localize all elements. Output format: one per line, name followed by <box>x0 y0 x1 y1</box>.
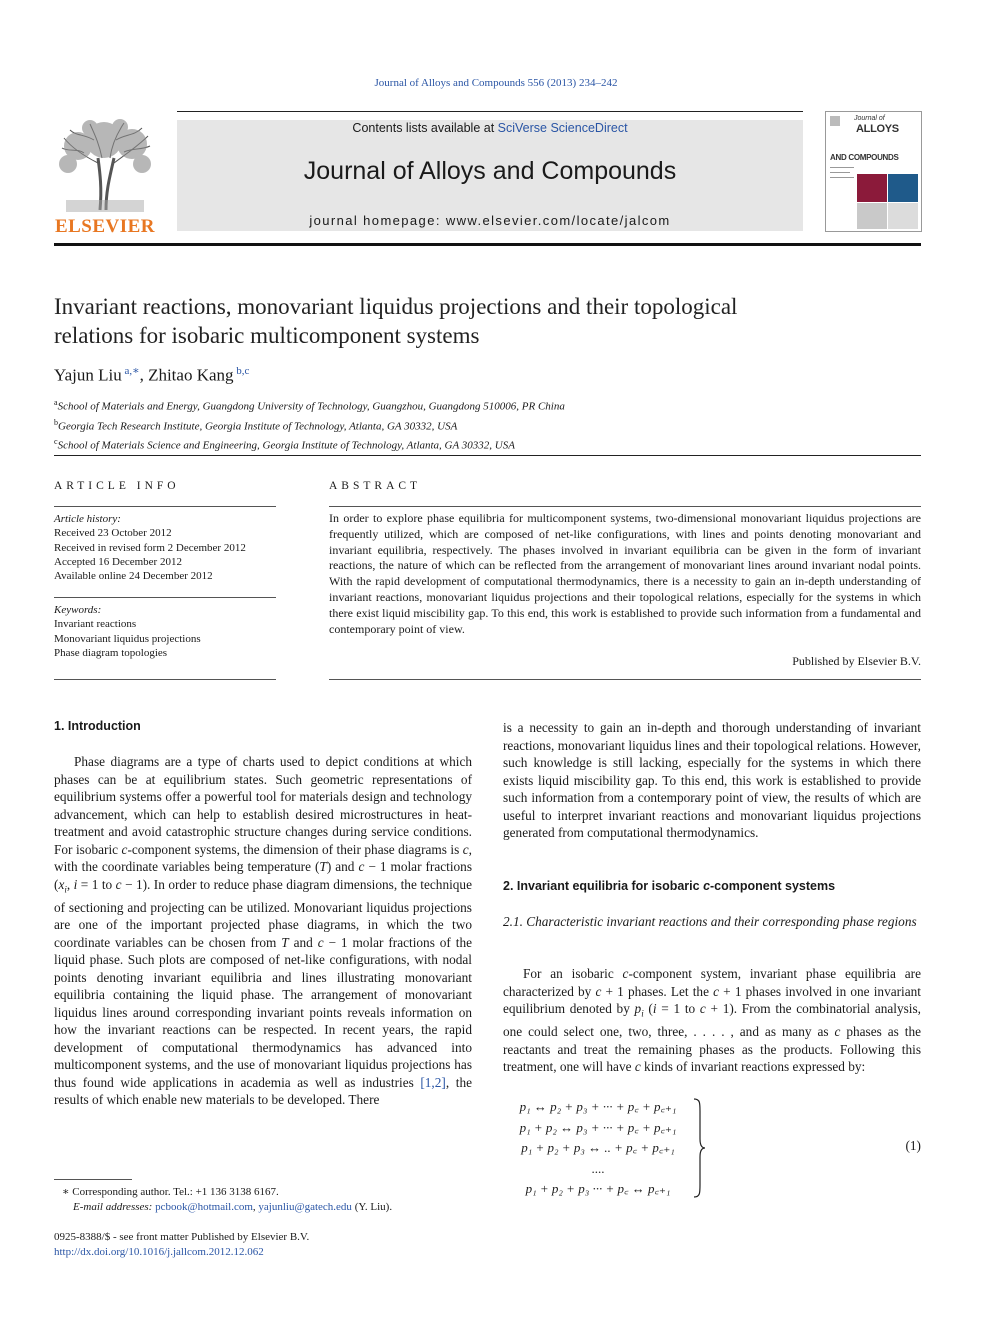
citation-link[interactable]: [1,2] <box>420 1074 446 1090</box>
affiliation-sup: a <box>54 398 58 407</box>
doi-link[interactable]: http://dx.doi.org/10.1016/j.jallcom.2012.12.062 <box>54 1246 264 1258</box>
text-run: -component system, invariant phase equilibria are characterized by <box>503 966 921 999</box>
email-link[interactable]: pcbook@hotmail.com <box>155 1201 253 1213</box>
text-run: , the results of which enable new materials to be developed. There <box>54 1074 472 1108</box>
right-column-paragraph: is a necessity to gain an in-depth and thorough understanding of invariant reactions, monovariant liquidus lines and their topological relations. However, such knowledge is still lacking, especially for the systems in which there exists liquid miscibility gap. To this end, this work is established to provide such information from a contemporary point of view, the results of which are useful to interpret invariant reactions and monovariant liquidus projections generated from computational thermodynamics. <box>503 720 921 840</box>
equation-number: (1) <box>905 1138 921 1153</box>
text-run: , <box>252 1201 259 1213</box>
author-name: Zhitao Kang <box>148 365 234 385</box>
issn-line: 0925-8388/$ - see front matter Published by Elsevier B.V. <box>54 1231 310 1243</box>
affiliation-text: Georgia Tech Research Institute, Georgia Institute of Technology, Atlanta, GA 30332, USA <box>58 420 458 433</box>
text-run: Phase diagrams are a type of charts used to depict conditions at which phases can be at equilibrium states. Such geometric representations of equilibrium systems offer a powerful tool for materials design and technology advancement, which can help to establish desired microstructures in heat-treatment and avoid catastrophic structure changes during service conditions. For isobaric <box>54 754 472 857</box>
math-var: c <box>121 841 128 857</box>
text-run: phases as the reactants and treat the remaining phases as the products. Following this treatment, one will have <box>503 1024 921 1075</box>
section-2-1-paragraph <box>503 965 921 1076</box>
affiliation-sup: c <box>54 437 58 447</box>
math-var: c <box>115 876 122 892</box>
journal-citation[interactable]: Journal of Alloys and Compounds 556 (2013) 234–242 <box>374 77 618 89</box>
history-item: Available online 24 December 2012 <box>54 570 213 583</box>
author-separator: , <box>139 365 149 385</box>
text-run: = 1 to <box>77 876 116 892</box>
homepage-url[interactable]: www.elsevier.com/locate/jalcom <box>445 213 671 228</box>
math-var: c <box>358 859 365 874</box>
equation-line: p₁ ↔ p₂ + p₃ + ··· + p꜀ + p꜀₊₁ <box>519 1099 677 1114</box>
journal-banner <box>177 120 803 231</box>
cover-logo-icon <box>830 116 840 126</box>
text-run: ( <box>643 1001 653 1016</box>
keywords-label: Keywords: <box>54 604 102 616</box>
math-var: p <box>634 1001 642 1016</box>
math-var: c <box>703 879 711 893</box>
math-sub: i <box>64 884 67 895</box>
article-info-rule <box>54 506 276 507</box>
article-title-line-1: Invariant reactions, monovariant liquidus projections and their topological <box>54 294 738 319</box>
text-run: and <box>288 934 318 950</box>
text-run: (Y. Liu). <box>351 1201 393 1213</box>
math-var: c <box>317 934 324 950</box>
article-title-line-2: relations for isobaric multicomponent systems <box>54 323 480 348</box>
text-run: + 1 phases involved in one invariant equilibrium denoted by <box>503 983 921 1016</box>
contents-line <box>177 121 803 135</box>
math-var: i <box>73 876 78 892</box>
front-matter <box>54 1230 309 1260</box>
text-run: − 1). In order to reduce phase diagram dimensions, the technique of sectioning and projecting can be utilized. Monovariant liquidus projections are one of the important projected phase diagrams, in which the two coordinate variables can be chosen from <box>54 876 472 950</box>
homepage-prefix: journal homepage: <box>309 213 446 228</box>
text-run: 2. Invariant equilibria for isobaric <box>503 879 704 893</box>
history-item: Received in revised form 2 December 2012 <box>54 541 246 554</box>
affiliation-text: School of Materials and Energy, Guangdong University of Technology, Guangzhou, Guangdong 510006, PR China <box>57 400 565 413</box>
article-title <box>54 292 924 350</box>
section-heading-2 <box>503 879 835 893</box>
elsevier-wordmark: ELSEVIER <box>54 216 156 237</box>
journal-cover-thumbnail[interactable] <box>825 111 922 232</box>
text-run: − 1 molar fractions ( <box>54 859 473 892</box>
cover-text-line <box>830 167 854 168</box>
journal-name: Journal of Alloys and Compounds <box>303 157 677 185</box>
text-run: , <box>66 876 74 892</box>
equation-line: p₁ + p₂ + p₃ ··· + p꜀ ↔ p꜀₊₁ <box>525 1181 671 1196</box>
homepage-line <box>177 213 803 228</box>
cover-gray-block <box>857 203 887 229</box>
published-by: Published by Elsevier B.V. <box>792 654 921 668</box>
text-run: ) and <box>326 859 359 874</box>
email-link[interactable]: yajunliu@gatech.edu <box>258 1201 352 1213</box>
header-rule-thick <box>54 243 921 246</box>
affiliation-rule <box>54 455 921 456</box>
affiliation <box>54 415 924 435</box>
text-run: + 1 phases. Let the <box>601 983 714 999</box>
header-rule-top <box>177 111 803 112</box>
keyword: Monovariant liquidus projections <box>54 632 201 645</box>
intro-paragraph <box>54 753 472 1109</box>
author-affiliation-marker[interactable]: b,c <box>233 365 250 377</box>
math-var: c <box>462 841 469 857</box>
abstract-rule <box>329 506 921 507</box>
equation-line: p₁ + p₂ + p₃ ↔ .. + p꜀ + p꜀₊₁ <box>521 1140 675 1155</box>
affiliation-sup: b <box>54 417 58 427</box>
elsevier-logo <box>54 118 156 237</box>
keyword: Phase diagram topologies <box>54 646 168 659</box>
cover-text-line <box>830 177 854 178</box>
text-run: -component systems <box>710 879 836 893</box>
math-var: c <box>713 983 720 999</box>
email-note <box>62 1200 392 1215</box>
equation-line: .... <box>591 1160 605 1176</box>
cover-red-block <box>857 174 887 202</box>
text-run: kinds of invariant reactions expressed by: <box>640 1059 866 1075</box>
contents-prefix: Contents lists available at <box>352 121 498 135</box>
text-run: + 1). From the combinatorial analysis, one could select one, two, three, . . . . , and as many as <box>503 1001 921 1040</box>
math-var: c <box>595 983 602 999</box>
text-run: − 1 molar fractions of the liquid phase. Such plots are composed of net-like configurations, with nodal points denoting invariant equilibria and lines illustrating monovariant equilibria containing the liquid phase. The arrangement of monovariant liquidus lines around corresponding invariant points reveals information on how the invariant reactions can be respected. In recent years, the rapid development of computational thermodynamics has advanced into multicomponent systems, and the use of monovariant liquidus projections has thus found wide applications in academia as well as industries <box>54 934 472 1090</box>
subsection-heading-2-1: 2.1. Characteristic invariant reactions and their corresponding phase regions <box>503 914 917 929</box>
author-name: Yajun Liu <box>54 365 122 385</box>
sciencedirect-link[interactable]: SciVerse ScienceDirect <box>497 121 628 135</box>
cover-gray-block <box>888 203 918 229</box>
math-var: x <box>58 876 65 892</box>
history-item: Received 23 October 2012 <box>54 527 172 540</box>
math-var: T <box>281 934 289 950</box>
keywords <box>54 603 276 660</box>
keyword: Invariant reactions <box>54 618 137 631</box>
email-label: E-mail addresses: <box>73 1201 156 1213</box>
text-run: = 1 to <box>656 1001 700 1016</box>
text-run: For an isobaric <box>523 966 623 981</box>
article-info-heading: ARTICLE INFO <box>54 480 180 492</box>
abstract-text: In order to explore phase equilibria for multicomponent systems, two-dimensional monovariant liquidus projections are frequently utilized, which are composed of net-like configurations, with lines and points denoting monovariant and invariant equilibria, respectively. The phases involved in invariant equilibria can be given in the form of invariant reactions, the nature of which can be reflected from the arrangement of monovariant lines around invariant nodal points. With the rapid development of computational thermodynamics, there is a necessity to gain an in-depth understanding of invariant reactions, monovariant liquidus projections and their topological relations, especially for the systems in which there exist liquid miscibility gap. To this end, this work is established to provide such information from a fundamental and contemporary point of view. <box>329 511 921 636</box>
text-run: , with the coordinate variables being temperature ( <box>54 841 472 874</box>
keywords-rule <box>54 597 276 598</box>
footnotes <box>62 1185 392 1215</box>
affiliation-text: School of Materials Science and Engineering, Georgia Institute of Technology, Atlanta, GA 30332, USA <box>57 439 515 452</box>
math-var: T <box>319 859 327 874</box>
math-var: c <box>622 966 629 981</box>
corresponding-author-note: ∗ Corresponding author. Tel.: +1 136 3138 6167. <box>62 1186 279 1198</box>
author-list <box>54 364 249 386</box>
article-history <box>54 512 276 583</box>
cover-title-1: Journal of <box>854 115 885 122</box>
math-var: c <box>699 1001 706 1016</box>
cover-title-2: ALLOYS <box>856 123 899 135</box>
math-var: c <box>634 1059 641 1075</box>
text-run: -component systems, the dimension of their phase diagrams is <box>127 841 463 857</box>
section-heading-introduction: 1. Introduction <box>54 719 141 733</box>
cover-blue-block <box>888 174 918 202</box>
equation-line: p₁ + p₂ ↔ p₃ + ··· + p꜀ + p꜀₊₁ <box>519 1119 677 1135</box>
affiliation <box>54 395 924 415</box>
footnote-rule <box>54 1179 132 1180</box>
equation-1 <box>503 1097 693 1200</box>
abstract-heading: ABSTRACT <box>329 480 422 492</box>
history-label: Article history: <box>54 513 121 525</box>
abstract-bottom-rule <box>329 679 921 680</box>
cover-title-3: AND COMPOUNDS <box>830 153 899 162</box>
cover-text-line <box>830 172 850 173</box>
affiliations <box>54 395 924 454</box>
history-item: Accepted 16 December 2012 <box>54 555 182 568</box>
affiliation <box>54 434 924 454</box>
article-info-bottom-rule <box>54 679 276 680</box>
math-var: i <box>652 1001 657 1016</box>
math-sub: i <box>641 1008 644 1019</box>
equation-right-brace-icon <box>692 1097 706 1199</box>
author-affiliation-marker[interactable]: a,∗ <box>121 365 140 377</box>
elsevier-tree-icon <box>54 118 156 213</box>
math-var: c <box>834 1024 841 1040</box>
